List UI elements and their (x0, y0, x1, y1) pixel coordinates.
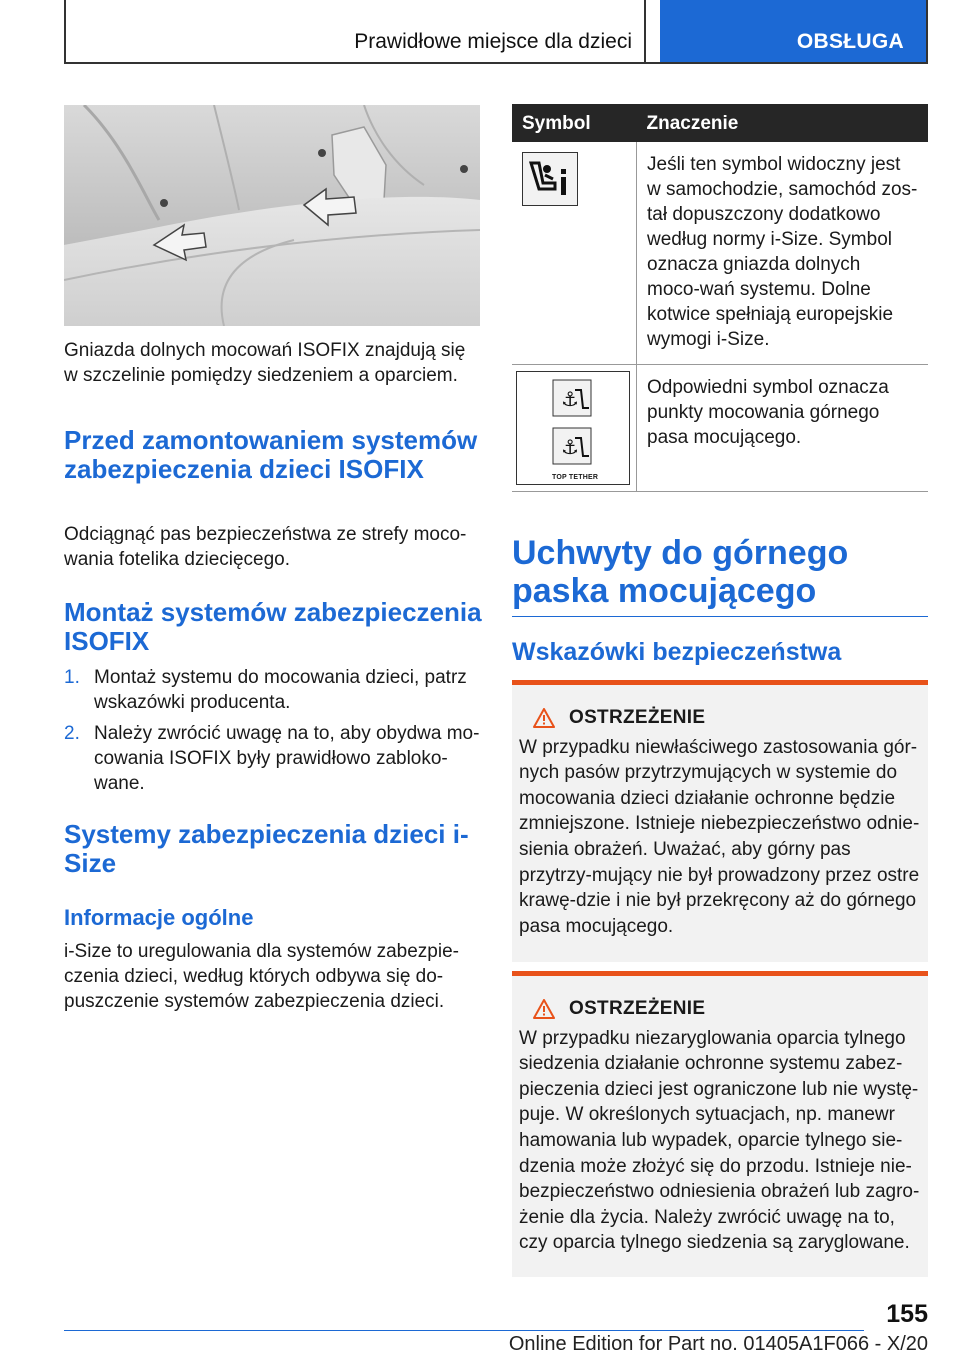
heading-isize: Systemy zabezpieczenia dzieci i-Size (64, 819, 469, 878)
warning-triangle-icon (533, 708, 555, 728)
photo-caption: Gniazda dolnych mocowań ISOFIX znajdują się w szczelinie pomiędzy siedzeniem a oparciem. (64, 340, 466, 386)
symbol-table (512, 104, 928, 492)
heading-mount: Montaż systemów zabezpieczenia ISOFIX (64, 597, 482, 656)
isofix-seat-photo (64, 105, 480, 326)
general-text: i-Size to uregulowania dla systemów zabezpie-czenia dzieci, według których odbywa się do-puszczenie systemów zabezpieczenia dzieci. (64, 941, 459, 1012)
page-number: 155 (886, 1300, 928, 1328)
table-row (512, 142, 928, 365)
warning-text: W przypadku niewłaściwego zastosowania gór-nych pasów przytrzymujących w systemie do mocowania dzieci działanie ochronne będzie zmniejszone. Istnieje niebezpieczeństwo odnie-sienia obrażeń. Uważać, aby górny pas przytrzy-mujący nie był prowadzony przez ostre krawę-dzie i nie był przekręcony aż do górnego pasa mocującego. (519, 736, 920, 937)
step-text: Należy zwrócić uwagę na to, aby obydwa mo-cowania ISOFIX były prawidłowo zabloko-wane. (94, 723, 480, 794)
warning-title-text: OSTRZEŻENIE (569, 998, 706, 1019)
warning-text: W przypadku niezaryglowania oparcia tylnego siedzenia działanie ochronne systemu zabez-pieczenia dzieci jest ograniczone lub nie wystę-puje. W określonych sytuacjach, np. manewr hamowania lub wypadek, oparcie tylnego sie-dzenia może złożyć się do przodu. Istnieje nie-bezpieczeństwo odniesienia obrażeń lub zagro-żenie dla życia. Należy zwrócić uwagę na to, czy oparcia tylnego siedzenia są zaryglowane. (519, 1027, 920, 1254)
heading-safety: Wskazówki bezpieczeństwa (512, 638, 842, 666)
warning-title (533, 996, 922, 1022)
before-mount-text: Odciągnąć pas bezpieczeństwa ze strefy moco-wania fotelika dziecięcego. (64, 524, 467, 570)
step-text: Montaż systemu do mocowania dzieci, patrz wskazówki producenta. (94, 667, 467, 713)
heading-before-mount: Przed zamontowaniem systemów zabezpieczenia dzieci ISOFIX (64, 425, 478, 484)
svg-text:⚓: ⚓ (561, 435, 579, 459)
heading-top-tether: Uchwyty do górnego paska mocującego (512, 534, 928, 617)
meaning-cell: Jeśli ten symbol widoczny jest w samochodzie, samochód zos-tał dopuszczony dodatkowo według normy i-Size. Symbol oznacza gniazda dolnych moco-wań systemu. Dolne kotwice spełniają europejskie wymogi i-Size. (637, 142, 929, 365)
mount-steps-list (64, 665, 482, 802)
top-tether-label: TOP TETHER (552, 474, 599, 481)
column-header-meaning: Znaczenie (637, 104, 929, 142)
warning-triangle-icon (533, 999, 555, 1019)
footer-divider (64, 1330, 864, 1331)
column-header-symbol: Symbol (512, 104, 637, 142)
warning-title-text: OSTRZEŻENIE (569, 707, 706, 728)
symbol-cell (512, 142, 637, 365)
warning-box (512, 680, 928, 962)
list-item (64, 721, 482, 796)
heading-general: Informacje ogólne (64, 905, 254, 930)
meaning-cell: Odpowiedni symbol oznacza punkty mocowania górnego pasa mocującego. (637, 365, 929, 492)
list-item (64, 665, 482, 715)
warning-title (533, 705, 922, 731)
symbol-cell (512, 365, 637, 492)
table-row (512, 365, 928, 492)
step-number: 2. (64, 723, 80, 744)
warning-box (512, 971, 928, 1277)
header-section-title: Prawidłowe miejsce dla dzieci (66, 0, 646, 62)
svg-text:⚓: ⚓ (561, 387, 579, 411)
top-tether-icon (516, 371, 630, 485)
step-number: 1. (64, 667, 80, 688)
isize-seat-icon (522, 152, 578, 206)
footer-edition: Online Edition for Part no. 01405A1F066 - X/20 (508, 1333, 928, 1355)
header-chapter-tab[interactable]: OBSŁUGA (660, 0, 926, 62)
